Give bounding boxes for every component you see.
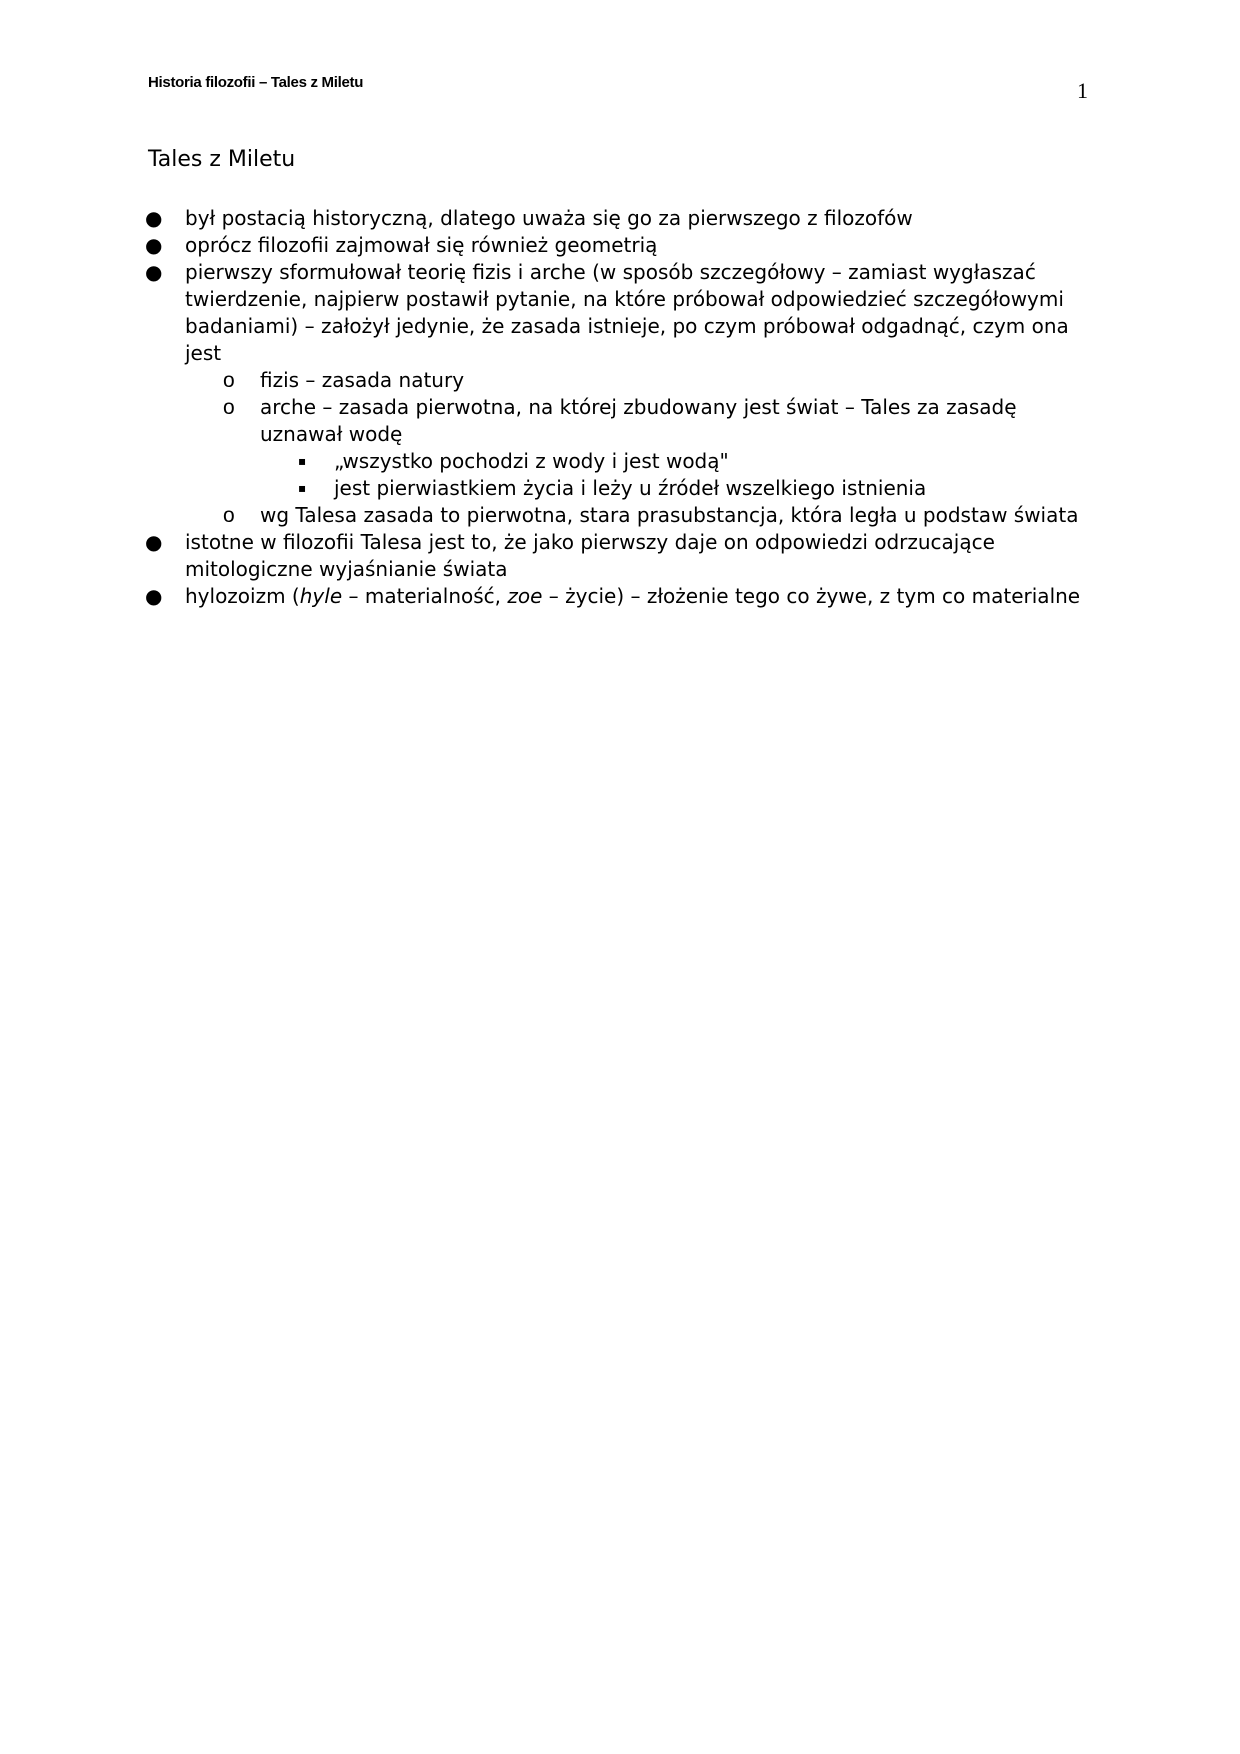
sub-list-item [0,502,1085,529]
sub-list-item-text: arche – zasada pierwotna, na której zbudowany jest świat – Tales za zasadę uznawał wodę [260,395,1017,446]
square-bullet-marker: ▪ [298,454,307,468]
list-item [0,205,1090,232]
sub-sub-list-item-text: „wszystko pochodzi z wody i jest wodą" [334,449,729,473]
square-bullet-marker: ▪ [298,481,307,495]
running-header: Historia filozofii – Tales z Miletu [148,74,364,91]
bullet-marker: ● [145,233,163,257]
list-item [0,259,1090,529]
greek-term: hyle [299,584,343,608]
sub-sub-list [260,448,1085,502]
sub-bullet-marker: o [223,504,235,527]
sub-list-item [0,367,1085,394]
document-body [0,205,1240,610]
text-segment: – materialność, [342,584,508,608]
list-item-text [185,584,1080,608]
sub-list-item [0,394,1085,502]
bullet-marker: ● [145,530,163,554]
list-item-text: był postacią historyczną, dlatego uważa się go za pierwszego z filozofów [185,206,913,230]
sub-bullet-marker: o [223,396,235,419]
sub-sub-list-item-text: jest pierwiastkiem życia i leży u źródeł wszelkiego istnienia [334,476,927,500]
page-number: 1 [1077,78,1088,103]
sub-list-item-text: fizis – zasada natury [260,368,465,392]
document-title: Tales z Miletu [148,147,296,172]
text-segment: hylozoizm ( [185,584,300,608]
bullet-marker: ● [145,206,163,230]
text-segment: – życie) – złożenie tego co żywe, z tym co materialne [542,584,1081,608]
bullet-list [0,205,1240,610]
list-item-text: oprócz filozofii zajmował się również geometrią [185,233,658,257]
list-item [0,529,1090,583]
sub-list [185,367,1090,529]
list-item [0,232,1090,259]
list-item-text: pierwszy sformułował teorię fizis i arche (w sposób szczegółowy – zamiast wygłaszać twierdzenie, najpierw postawił pytanie, na które próbował odpowiedzieć szczegółowymi badaniami) – założył jedynie, że zasada istnieje, po czym próbował odgadnąć, czym ona jest [185,260,1069,365]
bullet-marker: ● [145,584,163,608]
list-item [0,583,1090,610]
sub-sub-list-item [0,448,1084,475]
list-item-text: istotne w filozofii Talesa jest to, że jako pierwszy daje on odpowiedzi odrzucające mitologiczne wyjaśnianie świata [185,530,995,581]
bullet-marker: ● [145,260,163,284]
sub-bullet-marker: o [223,369,235,392]
greek-term: zoe [507,584,543,608]
sub-sub-list-item [0,475,1084,502]
sub-list-item-text: wg Talesa zasada to pierwotna, stara prasubstancja, która legła u podstaw świata [260,503,1079,527]
